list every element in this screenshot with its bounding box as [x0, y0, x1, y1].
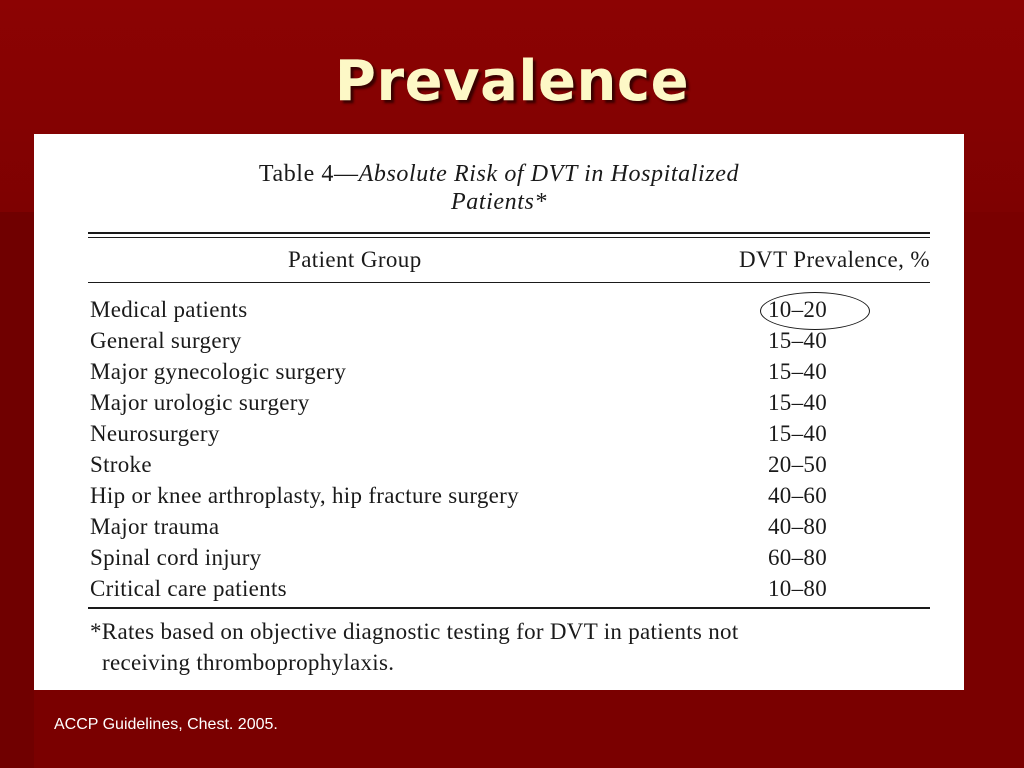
row-prevalence: 40–60: [768, 483, 827, 508]
table-row: [34, 418, 964, 449]
slide-background-edge: [0, 212, 34, 768]
table-caption: [34, 160, 964, 216]
footnote-line-2: receiving thromboprophylaxis.: [102, 650, 395, 675]
row-patient-group: Neurosurgery: [90, 421, 220, 446]
slide-title: Prevalence: [334, 49, 690, 114]
row-patient-group: Major urologic surgery: [90, 390, 310, 415]
table-row: [34, 511, 964, 542]
row-patient-group: Hip or knee arthroplasty, hip fracture surgery: [90, 483, 519, 508]
table-bottom-rule: [88, 607, 930, 609]
table-row: [34, 449, 964, 480]
row-prevalence: 40–80: [768, 514, 827, 539]
row-prevalence: 10–80: [768, 576, 827, 601]
table-row: [34, 542, 964, 573]
table-caption-prefix: Table 4—: [258, 161, 359, 187]
table-row: [34, 573, 964, 604]
table-row: [34, 356, 964, 387]
table-row: [34, 480, 964, 511]
row-prevalence: 10–20: [768, 297, 827, 322]
row-patient-group: Major gynecologic surgery: [90, 359, 347, 384]
table-row: [34, 294, 964, 325]
source-citation: ACCP Guidelines, Chest. 2005.: [54, 716, 278, 733]
row-prevalence: 15–40: [768, 359, 827, 384]
row-patient-group: Major trauma: [90, 514, 220, 539]
table-body: [34, 294, 964, 604]
table-caption-title-line2: Patients*: [450, 189, 548, 215]
table-top-rule-thin: [88, 237, 930, 238]
row-prevalence: 15–40: [768, 390, 827, 415]
footnote-line-1: *Rates based on objective diagnostic testing for DVT in patients not: [90, 619, 739, 644]
table-footnote: [90, 616, 940, 678]
row-prevalence: 15–40: [768, 421, 827, 446]
table-caption-title-line1: Absolute Risk of DVT in Hospitalized: [358, 161, 740, 187]
row-patient-group: Stroke: [90, 452, 152, 477]
column-header-patient-group: Patient Group: [288, 247, 422, 272]
row-patient-group: Medical patients: [90, 297, 248, 322]
table-row: [34, 387, 964, 418]
table-image: [34, 134, 964, 690]
column-header-dvt-prevalence: DVT Prevalence, %: [739, 247, 930, 272]
row-prevalence: 15–40: [768, 328, 827, 353]
row-prevalence: 20–50: [768, 452, 827, 477]
row-patient-group: General surgery: [90, 328, 242, 353]
row-patient-group: Spinal cord injury: [90, 545, 262, 570]
row-prevalence: 60–80: [768, 545, 827, 570]
table-top-rule: [88, 232, 930, 234]
table-header-rule: [88, 282, 930, 283]
row-patient-group: Critical care patients: [90, 576, 287, 601]
table-row: [34, 325, 964, 356]
